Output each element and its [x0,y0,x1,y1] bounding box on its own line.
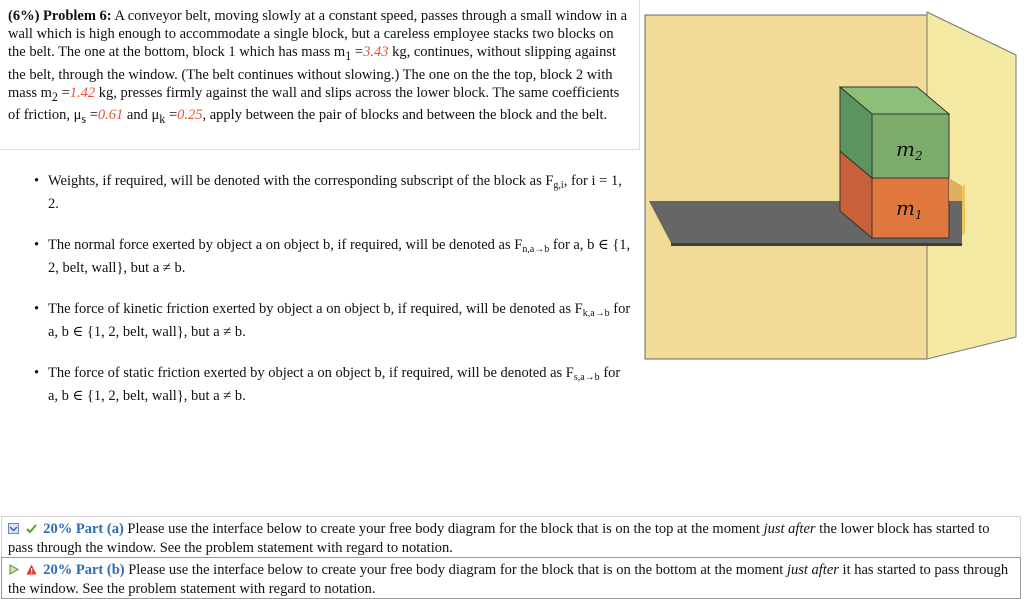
window-opening [962,184,965,236]
problem-text-part: kg, continues, without slipping against the belt, through the window. (The belt continues without slowing.) The one on the the top, block 2 with mass m [8,44,616,101]
problem-text-part: A conveyor belt, moving slowly at a constant speed, passes through a small window in a wall which is high enough to accommodate a single block, but a careless employee stacks two blocks on the belt. The one at the bottom, block 1 which has mass m [8,8,628,61]
warning-icon [26,564,37,575]
equals: = [351,44,364,61]
bullet-sub: n,a→b [522,244,550,255]
bullet-sub: k,a→b [582,308,610,319]
bullet-text: for a, b ∈ {1, 2, belt, wall}, but a ≠ b. [48,301,631,340]
conveyor-figure [644,11,1020,364]
part-b-text: Please use the interface below to create your free body diagram for the block that is on the bottom at the moment [124,562,787,578]
problem-text-part: , apply between the pair of blocks and between the block and the belt. [202,106,608,123]
part-a-title[interactable]: 20% Part (a) [43,521,124,537]
equals: = [86,106,98,123]
m2-value: 1.42 [69,84,96,101]
muk-sub: k [159,111,166,126]
problem-label: (6%) Problem 6: [8,8,112,24]
bullet-text: Weights, if required, will be denoted with the corresponding subscript of the block as F [48,173,554,189]
equals: = [165,106,178,123]
m1-sub: 1 [345,49,352,64]
bullet-dot: • [34,301,40,317]
bullet-text: The force of kinetic friction exerted by object a on object b, if required, will be denoted as F [48,301,583,317]
muk-value: 0.25 [177,106,203,123]
m2-label-letter: m [896,137,915,161]
part-b-text: it has started to pass through the window. See the problem statement with regard to notation. [8,562,1009,597]
bullet-dot: • [34,237,40,253]
m1-value: 3.43 [363,44,389,61]
bullet-text: for a, b ∈ {1, 2, belt, wall}, but a ≠ b. [48,365,621,404]
bullet-sub: s,a→b [573,372,600,383]
part-a-text: Please use the interface below to create your free body diagram for the block that is on the top at the moment [123,521,764,537]
bullet-text: , for i = 1, 2. [48,173,622,212]
part-a-emphasis: just after [763,521,816,537]
m2-sub: 2 [51,89,58,104]
problem-statement [0,0,640,150]
mus-sub: s [81,111,87,126]
bullet-dot: • [34,365,40,381]
part-a-text: the lower block has started to pass through the window. See the problem statement with regard to notation. [8,521,990,556]
notation-normal-force [8,236,633,277]
play-icon[interactable] [8,564,19,575]
bullet-sub: g,i [553,180,564,191]
part-b-title[interactable]: 20% Part (b) [43,562,125,578]
m1-label-letter: m [896,196,915,220]
part-b-emphasis: just after [786,562,839,578]
m1-label-sub: 1 [914,208,923,222]
notation-kinetic-friction [8,300,633,341]
notation-weights [8,172,633,213]
m2-label-sub: 2 [914,149,923,163]
notation-static-friction [8,364,633,405]
part-b-row[interactable] [1,557,1021,599]
part-a-row[interactable] [1,516,1021,557]
conveyor-belt-edge [671,243,962,246]
expand-icon[interactable] [8,523,19,534]
bullet-text: The force of static friction exerted by object a on object b, if required, will be denoted as F [48,365,574,381]
bullet-text: The normal force exerted by object a on object b, if required, will be denoted as F [48,237,523,253]
check-icon [26,523,37,534]
bullet-text: for a, b ∈ {1, 2, belt, wall}, but a ≠ b. [48,237,631,276]
and-text: and μ [123,106,160,123]
problem-text-part: kg, presses firmly against the wall and slips across the lower block. The same coefficients of friction, μ [8,84,620,123]
bullet-dot: • [34,173,40,189]
equals: = [57,84,70,101]
problem-text [8,7,633,128]
mus-value: 0.61 [97,106,124,123]
notation-list [8,172,633,428]
